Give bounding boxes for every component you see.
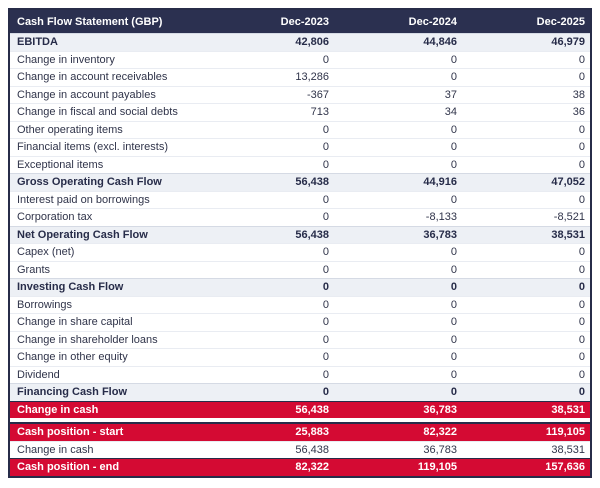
table-row [10, 191, 590, 209]
row-label: Change in shareholder loans [17, 333, 158, 346]
table-row [10, 383, 590, 401]
row-label: Investing Cash Flow [17, 281, 124, 294]
row-value: 38,531 [551, 228, 585, 241]
row-value: 0 [322, 193, 329, 206]
table-row [10, 138, 590, 156]
row-label: Change in share capital [17, 316, 133, 329]
row-label: Gross Operating Cash Flow [17, 176, 162, 189]
cash-flow-statement-table [8, 8, 592, 478]
row-value: 0 [578, 141, 585, 154]
column-header-dec-2025: Dec-2025 [536, 15, 585, 28]
row-value: 36,783 [423, 443, 457, 456]
row-value: 0 [578, 333, 585, 346]
table-row [10, 156, 590, 174]
row-value: 0 [322, 263, 329, 276]
table-row [10, 331, 590, 349]
table-row [10, 401, 590, 419]
row-label: EBITDA [17, 36, 58, 49]
row-value: 0 [578, 386, 585, 399]
row-value: 0 [322, 298, 329, 311]
table-row [10, 423, 590, 441]
row-value: 0 [322, 211, 329, 224]
table-row [10, 261, 590, 279]
table-row [10, 296, 590, 314]
row-value: 38 [572, 88, 585, 101]
row-label: Financing Cash Flow [17, 386, 128, 399]
row-value: 713 [310, 106, 329, 119]
row-value: 0 [322, 281, 329, 294]
row-value: 56,438 [295, 443, 329, 456]
table-row [10, 278, 590, 296]
row-value: 0 [450, 158, 457, 171]
row-value: 0 [578, 71, 585, 84]
row-label: Other operating items [17, 123, 123, 136]
row-value: 0 [450, 333, 457, 346]
row-value: 0 [450, 351, 457, 364]
row-value: 0 [450, 316, 457, 329]
row-value: 0 [578, 246, 585, 259]
row-value: 38,531 [551, 443, 585, 456]
row-value: 25,883 [295, 426, 329, 439]
row-value: 0 [578, 298, 585, 311]
table-row [10, 208, 590, 226]
row-value: 0 [450, 281, 457, 294]
row-value: 0 [450, 246, 457, 259]
row-label: Change in account payables [17, 88, 156, 101]
row-value: 0 [450, 141, 457, 154]
table-row [10, 226, 590, 244]
table-row [10, 121, 590, 139]
row-label: Grants [17, 263, 51, 276]
row-value: 44,916 [423, 176, 457, 189]
row-value: 37 [444, 88, 457, 101]
row-label: Interest paid on borrowings [17, 193, 150, 206]
row-value: 44,846 [423, 36, 457, 49]
row-label: Net Operating Cash Flow [17, 228, 148, 241]
table-row [10, 68, 590, 86]
row-value: 36,783 [423, 403, 457, 416]
table-row [10, 33, 590, 51]
row-label: Corporation tax [17, 211, 93, 224]
table-row [10, 313, 590, 331]
row-label: Change in inventory [17, 53, 115, 66]
row-label: Exceptional items [17, 158, 104, 171]
row-label: Financial items (excl. interests) [17, 141, 168, 154]
row-label: Dividend [17, 368, 60, 381]
row-label: Change in cash [17, 443, 94, 456]
row-value: 0 [322, 246, 329, 259]
table-row [10, 51, 590, 69]
table-header-row [10, 10, 590, 33]
row-value: -8,521 [553, 211, 585, 224]
column-header-dec-2024: Dec-2024 [408, 15, 457, 28]
row-value: 0 [450, 123, 457, 136]
row-value: 34 [444, 106, 457, 119]
row-value: 0 [578, 53, 585, 66]
row-value: 0 [322, 123, 329, 136]
row-value: 38,531 [551, 403, 585, 416]
row-value: 0 [450, 368, 457, 381]
table-row [10, 348, 590, 366]
row-value: 0 [450, 298, 457, 311]
row-label: Change in account receivables [17, 71, 168, 84]
table-row [10, 86, 590, 104]
row-label: Cash position - end [17, 461, 120, 474]
row-label: Cash position - start [17, 426, 124, 439]
row-value: 46,979 [551, 36, 585, 49]
row-value: 0 [450, 71, 457, 84]
row-label: Change in other equity [17, 351, 128, 364]
row-value: 56,438 [295, 403, 329, 416]
row-value: 13,286 [295, 71, 329, 84]
row-value: 0 [450, 193, 457, 206]
table-row [10, 458, 590, 476]
row-value: 0 [578, 316, 585, 329]
table-row [10, 441, 590, 459]
row-value: 0 [578, 351, 585, 364]
row-label: Change in fiscal and social debts [17, 106, 178, 119]
table-row [10, 173, 590, 191]
row-value: 82,322 [295, 461, 329, 474]
row-value: 56,438 [295, 228, 329, 241]
row-value: 82,322 [423, 426, 457, 439]
row-value: 0 [450, 53, 457, 66]
row-value: 0 [322, 386, 329, 399]
row-value: 157,636 [545, 461, 585, 474]
row-value: 0 [578, 263, 585, 276]
row-value: 0 [578, 368, 585, 381]
row-value: 36,783 [423, 228, 457, 241]
column-header-dec-2023: Dec-2023 [280, 15, 329, 28]
row-value: 0 [322, 316, 329, 329]
row-value: 119,105 [545, 426, 585, 439]
row-value: 47,052 [551, 176, 585, 189]
row-value: 0 [578, 158, 585, 171]
row-value: 0 [322, 141, 329, 154]
row-value: 0 [450, 263, 457, 276]
row-value: 36 [572, 106, 585, 119]
row-value: 0 [322, 158, 329, 171]
row-value: 56,438 [295, 176, 329, 189]
row-label: Borrowings [17, 298, 73, 311]
table-body [10, 33, 590, 476]
row-value: -367 [306, 88, 329, 101]
row-value: 0 [322, 53, 329, 66]
row-value: 0 [450, 386, 457, 399]
row-value: -8,133 [425, 211, 457, 224]
row-label: Change in cash [17, 403, 99, 416]
row-value: 0 [578, 123, 585, 136]
row-value: 0 [578, 281, 585, 294]
table-row [10, 103, 590, 121]
row-label: Capex (net) [17, 246, 75, 259]
table-row [10, 366, 590, 384]
row-value: 0 [322, 333, 329, 346]
row-value: 0 [322, 368, 329, 381]
row-value: 42,806 [295, 36, 329, 49]
row-value: 0 [322, 351, 329, 364]
table-title: Cash Flow Statement (GBP) [17, 15, 163, 28]
row-value: 119,105 [417, 461, 457, 474]
row-value: 0 [578, 193, 585, 206]
table-row [10, 243, 590, 261]
